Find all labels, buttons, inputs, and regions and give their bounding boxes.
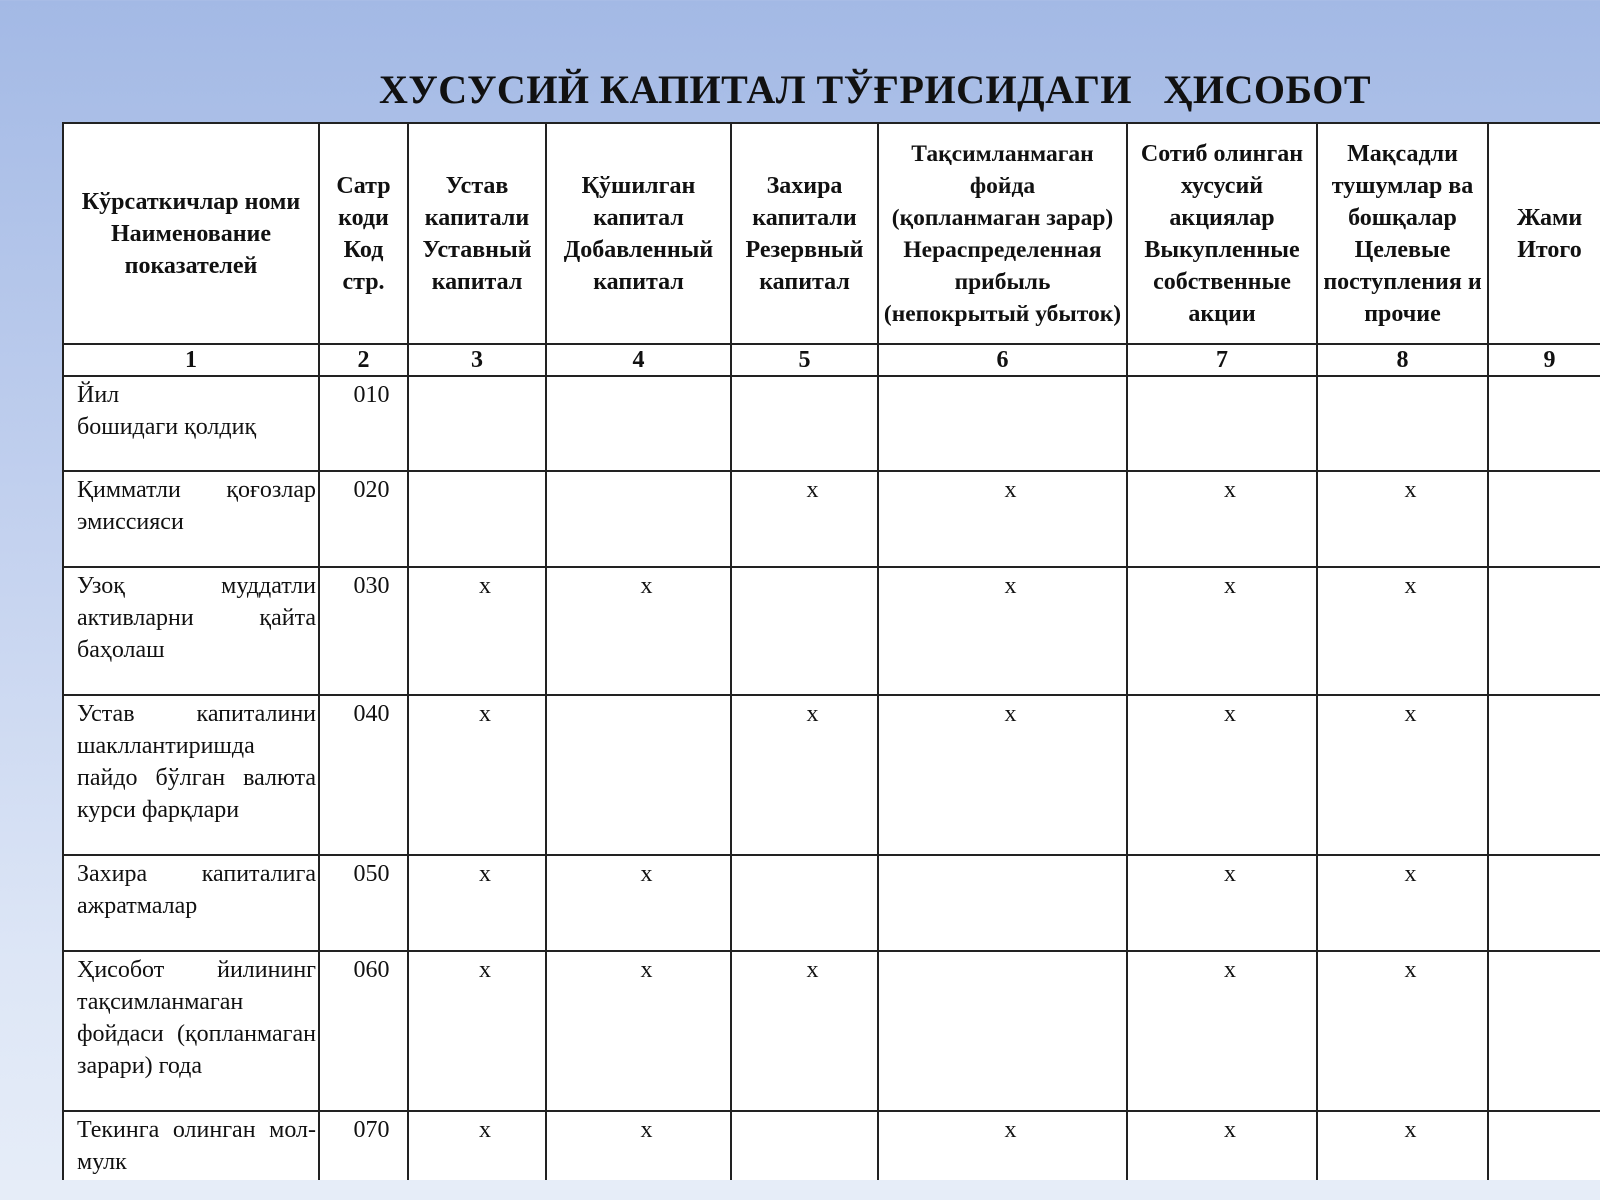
value-cell — [1127, 567, 1317, 695]
col-header-indicator-name: Кўрсаткичлар номи Наименование показателей — [63, 123, 319, 344]
value-cell — [546, 951, 731, 1111]
cell-value: х — [479, 861, 491, 887]
cell-value: х — [640, 573, 653, 599]
value-cell — [731, 951, 878, 1111]
value-cell — [1317, 855, 1488, 951]
value-cell — [1488, 376, 1600, 471]
table-row — [63, 376, 1600, 471]
row-code-cell — [319, 695, 408, 855]
value-cell — [546, 471, 731, 567]
col-number: 7 — [1127, 344, 1317, 376]
value-cell — [408, 567, 546, 695]
col-header-reserve-capital: Захира капитали Резервный капитал — [731, 123, 878, 344]
value-cell — [878, 855, 1127, 951]
cell-value: х — [479, 957, 491, 983]
col-header-authorized-capital: Устав капитали Уставный капитал — [408, 123, 546, 344]
cell-value: х — [1404, 957, 1417, 983]
row-code-cell — [319, 855, 408, 951]
value-cell — [1127, 376, 1317, 471]
slide-bottom-margin — [0, 1180, 1600, 1200]
value-cell — [1127, 1111, 1317, 1180]
value-cell — [731, 471, 878, 567]
cell-value: х — [479, 573, 491, 599]
cell-value: х — [1224, 573, 1236, 599]
value-cell — [878, 376, 1127, 471]
cell-value: х — [1004, 477, 1017, 503]
report-table-container — [62, 122, 1600, 1180]
row-code: 040 — [353, 701, 390, 727]
value-cell — [1317, 695, 1488, 855]
value-cell — [408, 471, 546, 567]
value-cell — [1317, 567, 1488, 695]
value-cell — [408, 695, 546, 855]
value-cell — [408, 1111, 546, 1180]
column-number-row — [63, 344, 1600, 376]
value-cell — [731, 855, 878, 951]
row-name-cell: Захира капиталига ажратмалар — [63, 855, 319, 951]
row-name-cell: Устав капиталини шакллантиришда пайдо бўлган валюта курси фарқлари — [63, 695, 319, 855]
row-code-cell — [319, 1111, 408, 1180]
value-cell — [546, 695, 731, 855]
cell-value: х — [1224, 1117, 1236, 1143]
table-row — [63, 471, 1600, 567]
row-code: 020 — [353, 477, 390, 503]
cell-value: х — [479, 1117, 491, 1143]
col-number: 6 — [878, 344, 1127, 376]
cell-value: х — [1224, 957, 1236, 983]
row-name-cell: Ҳисобот йилининг тақсимланмаган фойдаси (қопланмаган зарари) года — [63, 951, 319, 1111]
cell-value: х — [479, 701, 491, 727]
value-cell — [878, 471, 1127, 567]
cell-value: х — [1404, 1117, 1417, 1143]
value-cell — [731, 376, 878, 471]
value-cell — [731, 695, 878, 855]
table-row — [63, 567, 1600, 695]
row-name-cell: Узоқ муддатли активларни қайта баҳолаш — [63, 567, 319, 695]
page-title: ХУСУСИЙ КАПИТАЛ ТЎҒРИСИДАГИ ҲИСОБОТ — [378, 67, 1372, 112]
cell-value: х — [640, 1117, 653, 1143]
value-cell — [1127, 471, 1317, 567]
cell-value: х — [806, 701, 819, 727]
col-number: 1 — [63, 344, 319, 376]
cell-value: х — [806, 477, 819, 503]
value-cell — [1317, 951, 1488, 1111]
value-cell — [878, 951, 1127, 1111]
row-code: 030 — [353, 573, 390, 599]
value-cell — [1317, 1111, 1488, 1180]
row-code: 010 — [353, 382, 390, 408]
col-number: 8 — [1317, 344, 1488, 376]
col-header-retained-earnings: Тақсимланмаган фойда (қопланмаган зарар) Нераспределенная прибыль (непокрытый убыток) — [878, 123, 1127, 344]
cell-value: х — [640, 861, 653, 887]
row-code-cell — [319, 471, 408, 567]
value-cell — [408, 951, 546, 1111]
col-header-treasury-shares: Сотиб олинган хусусий акциялар Выкупленные собственные акции — [1127, 123, 1317, 344]
value-cell — [1488, 695, 1600, 855]
row-name-cell: Қимматли қоғозлар эмиссияси — [63, 471, 319, 567]
value-cell — [1317, 471, 1488, 567]
cell-value: х — [1404, 477, 1417, 503]
cell-value: х — [640, 957, 653, 983]
value-cell — [1127, 695, 1317, 855]
col-number: 3 — [408, 344, 546, 376]
value-cell — [1488, 471, 1600, 567]
value-cell — [1488, 951, 1600, 1111]
col-number: 5 — [731, 344, 878, 376]
col-header-total: Жами Итого — [1488, 123, 1600, 344]
col-number: 2 — [319, 344, 408, 376]
value-cell — [546, 855, 731, 951]
value-cell — [1127, 951, 1317, 1111]
row-code: 060 — [353, 957, 390, 983]
col-header-additional-capital: Қўшилган капитал Добавленный капитал — [546, 123, 731, 344]
row-code-cell — [319, 567, 408, 695]
cell-value: х — [1404, 701, 1417, 727]
row-name-cell: Текинга олинган мол-мулк — [63, 1111, 319, 1180]
cell-value: х — [1404, 573, 1417, 599]
col-header-targeted-receipts: Мақсадли тушумлар ва бошқалар Целевые поступления и прочие — [1317, 123, 1488, 344]
col-number: 9 — [1488, 344, 1600, 376]
value-cell — [731, 1111, 878, 1180]
col-number: 4 — [546, 344, 731, 376]
value-cell — [546, 376, 731, 471]
row-code: 070 — [353, 1117, 390, 1143]
cell-value: х — [1404, 861, 1417, 887]
value-cell — [1488, 855, 1600, 951]
row-name-cell: Йил бошидаги қолдиқ — [63, 376, 319, 471]
value-cell — [878, 567, 1127, 695]
value-cell — [546, 567, 731, 695]
value-cell — [408, 855, 546, 951]
cell-value: х — [1224, 701, 1236, 727]
value-cell — [1317, 376, 1488, 471]
table-row — [63, 951, 1600, 1111]
row-code: 050 — [353, 861, 390, 887]
cell-value: х — [1224, 861, 1236, 887]
value-cell — [546, 1111, 731, 1180]
cell-value: х — [1004, 1117, 1017, 1143]
table-row — [63, 1111, 1600, 1180]
cell-value: х — [1004, 701, 1017, 727]
table-row — [63, 855, 1600, 951]
table-row — [63, 695, 1600, 855]
value-cell — [1488, 1111, 1600, 1180]
cell-value: х — [1004, 573, 1017, 599]
value-cell — [408, 376, 546, 471]
cell-value: х — [1224, 477, 1236, 503]
row-code-cell — [319, 376, 408, 471]
cell-value: х — [806, 957, 819, 983]
equity-report-table — [62, 122, 1600, 1180]
value-cell — [1127, 855, 1317, 951]
col-header-line-code: Сатр коди Код стр. — [319, 123, 408, 344]
row-code-cell — [319, 951, 408, 1111]
value-cell — [878, 695, 1127, 855]
header-row — [63, 123, 1600, 344]
value-cell — [1488, 567, 1600, 695]
value-cell — [878, 1111, 1127, 1180]
value-cell — [731, 567, 878, 695]
